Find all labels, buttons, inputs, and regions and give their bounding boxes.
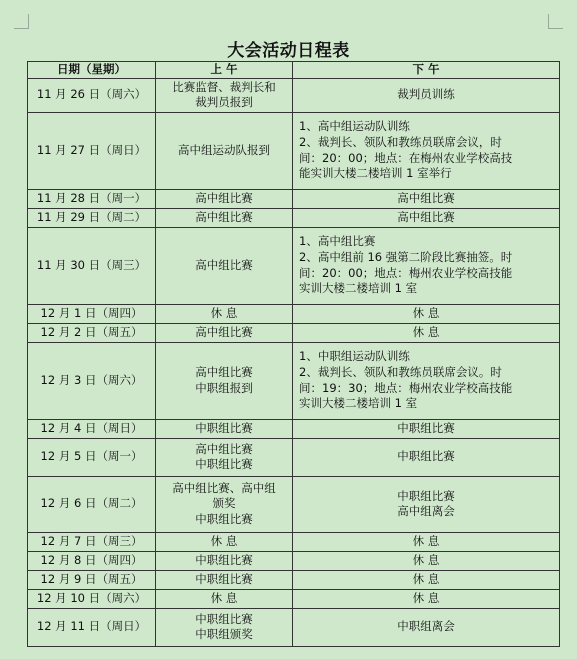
cell-morning: [156, 189, 293, 208]
cell-afternoon-line: 中职组比赛: [397, 420, 455, 435]
cell-afternoon-line: 1、中职组运动队训练: [299, 349, 410, 364]
cell-morning-line: 中职组报到: [195, 380, 253, 395]
cell-morning-line: 中职组比赛: [195, 552, 253, 567]
cell-morning: [156, 342, 293, 419]
cell-morning: [156, 438, 293, 476]
cell-date: 12 月 6 日（周二）: [28, 476, 156, 532]
cell-date: 11 月 30 日（周三）: [28, 227, 156, 304]
table-row: [28, 304, 560, 323]
cell-afternoon-line: 间：20：00；地点：梅州农业学校高技能: [299, 265, 513, 280]
cell-afternoon-line: 能实训大楼二楼培训 1 室举行: [299, 166, 452, 181]
cell-morning-line: 中职组比赛: [195, 511, 253, 526]
cell-afternoon-line: 高中组离会: [397, 504, 455, 519]
cell-date: 11 月 29 日（周二）: [28, 208, 156, 227]
cell-afternoon-line: 间：19：30；地点：梅州农业学校高技能: [299, 380, 513, 395]
cell-afternoon-line: 休 息: [412, 324, 440, 339]
cell-afternoon: [293, 112, 560, 189]
cell-afternoon-line: 休 息: [412, 571, 440, 586]
cell-afternoon-line: 中职组离会: [397, 619, 455, 634]
cell-afternoon-line: 休 息: [412, 590, 440, 605]
cell-afternoon-line: 高中组比赛: [397, 190, 455, 205]
cell-morning: [156, 608, 293, 646]
table-row: [28, 323, 560, 342]
cell-afternoon: [293, 304, 560, 323]
cell-morning-line: 休 息: [210, 533, 238, 548]
cell-afternoon-line: 裁判员训练: [397, 87, 455, 102]
cell-morning-line: 高中组比赛: [195, 257, 253, 272]
cell-afternoon-line: 休 息: [412, 533, 440, 548]
cell-date: 12 月 9 日（周五）: [28, 570, 156, 589]
cell-afternoon-line: 1、高中组运动队训练: [299, 119, 410, 134]
cell-afternoon-line: 中职组比赛: [397, 488, 455, 503]
cell-afternoon: [293, 570, 560, 589]
cell-afternoon: [293, 476, 560, 532]
cell-afternoon-line: 间：20：00；地点：在梅州农业学校高技: [299, 150, 513, 165]
document-title: 大会活动日程表: [227, 41, 350, 61]
table-row: [28, 112, 560, 189]
cell-morning: [156, 419, 293, 438]
header-morning: 上 午: [156, 62, 293, 79]
table-header-row: [28, 62, 560, 79]
cell-date: 12 月 11 日（周日）: [28, 608, 156, 646]
table-row: [28, 78, 560, 112]
cell-afternoon-line: 实训大楼二楼培训 1 室: [299, 281, 418, 296]
cell-afternoon: [293, 342, 560, 419]
page-corner-mark-left: [14, 14, 29, 29]
cell-afternoon-line: 高中组比赛: [397, 209, 455, 224]
cell-date: 12 月 7 日（周三）: [28, 532, 156, 551]
cell-afternoon: [293, 532, 560, 551]
cell-afternoon-line: 2、高中组前 16 强第二阶段比赛抽签。时: [299, 250, 513, 264]
page-corner-mark-right: [548, 14, 563, 29]
table-row: [28, 227, 560, 304]
cell-morning: [156, 570, 293, 589]
cell-morning: [156, 112, 293, 189]
cell-morning-line: 中职组比赛: [195, 571, 253, 586]
cell-morning: [156, 551, 293, 570]
cell-morning-line: 中职组比赛: [195, 611, 253, 626]
cell-morning: [156, 208, 293, 227]
cell-morning-line: 中职组比赛: [195, 420, 253, 435]
cell-afternoon: [293, 608, 560, 646]
cell-date: 12 月 3 日（周六）: [28, 342, 156, 419]
cell-morning-line: 裁判员报到: [195, 95, 253, 110]
cell-date: 12 月 2 日（周五）: [28, 323, 156, 342]
cell-morning-line: 比赛监督、裁判长和: [172, 79, 276, 94]
table-row: [28, 532, 560, 551]
cell-morning-line: 高中组比赛: [195, 441, 253, 456]
table-row: [28, 342, 560, 419]
cell-morning-line: 高中组比赛: [195, 365, 253, 379]
cell-date: 12 月 4 日（周日）: [28, 419, 156, 438]
cell-afternoon-line: 实训大楼二楼培训 1 室: [299, 396, 418, 411]
cell-morning-line: 颁奖: [212, 496, 236, 511]
cell-morning: [156, 323, 293, 342]
schedule-body: [28, 78, 560, 646]
cell-afternoon-line: 休 息: [412, 305, 440, 320]
cell-morning-line: 中职组颁奖: [195, 627, 253, 642]
cell-morning-line: 高中组比赛: [195, 324, 253, 339]
cell-afternoon: [293, 323, 560, 342]
cell-afternoon: [293, 589, 560, 608]
header-afternoon: 下 午: [293, 62, 560, 79]
table-row: [28, 551, 560, 570]
cell-afternoon: [293, 189, 560, 208]
table-row: [28, 476, 560, 532]
table-row: [28, 419, 560, 438]
cell-morning: [156, 304, 293, 323]
cell-afternoon-line: 休 息: [412, 552, 440, 567]
cell-afternoon: [293, 227, 560, 304]
cell-afternoon: [293, 438, 560, 476]
header-date: 日期（星期）: [28, 62, 156, 79]
cell-date: 12 月 1 日（周四）: [28, 304, 156, 323]
cell-afternoon: [293, 78, 560, 112]
table-row: [28, 570, 560, 589]
cell-morning-line: 高中组比赛、高中组: [172, 480, 276, 495]
table-row: [28, 589, 560, 608]
cell-afternoon-line: 中职组比赛: [397, 449, 455, 464]
cell-morning-line: 高中组比赛: [195, 209, 253, 224]
cell-afternoon: [293, 419, 560, 438]
cell-afternoon: [293, 551, 560, 570]
cell-date: 11 月 26 日（周六）: [28, 78, 156, 112]
cell-morning: [156, 227, 293, 304]
cell-morning-line: 休 息: [210, 590, 238, 605]
cell-date: 12 月 8 日（周四）: [28, 551, 156, 570]
cell-morning: [156, 476, 293, 532]
cell-morning-line: 休 息: [210, 305, 238, 320]
table-row: [28, 438, 560, 476]
cell-date: 12 月 10 日（周六）: [28, 589, 156, 608]
cell-morning-line: 高中组比赛: [195, 190, 253, 205]
schedule-table: [27, 61, 560, 647]
cell-date: 11 月 28 日（周一）: [28, 189, 156, 208]
table-row: [28, 208, 560, 227]
cell-date: 11 月 27 日（周日）: [28, 112, 156, 189]
cell-morning: [156, 589, 293, 608]
cell-afternoon: [293, 208, 560, 227]
cell-morning: [156, 532, 293, 551]
cell-morning: [156, 78, 293, 112]
cell-morning-line: 中职组比赛: [195, 457, 253, 472]
cell-afternoon-line: 1、高中组比赛: [299, 234, 376, 249]
table-row: [28, 189, 560, 208]
cell-date: 12 月 5 日（周一）: [28, 438, 156, 476]
cell-morning-line: 高中组运动队报到: [178, 142, 270, 157]
cell-afternoon-line: 2、裁判长、领队和教练员联席会议。时: [299, 365, 502, 379]
cell-afternoon-line: 2、裁判长、领队和教练员联席会议，时: [299, 135, 502, 149]
table-row: [28, 608, 560, 646]
